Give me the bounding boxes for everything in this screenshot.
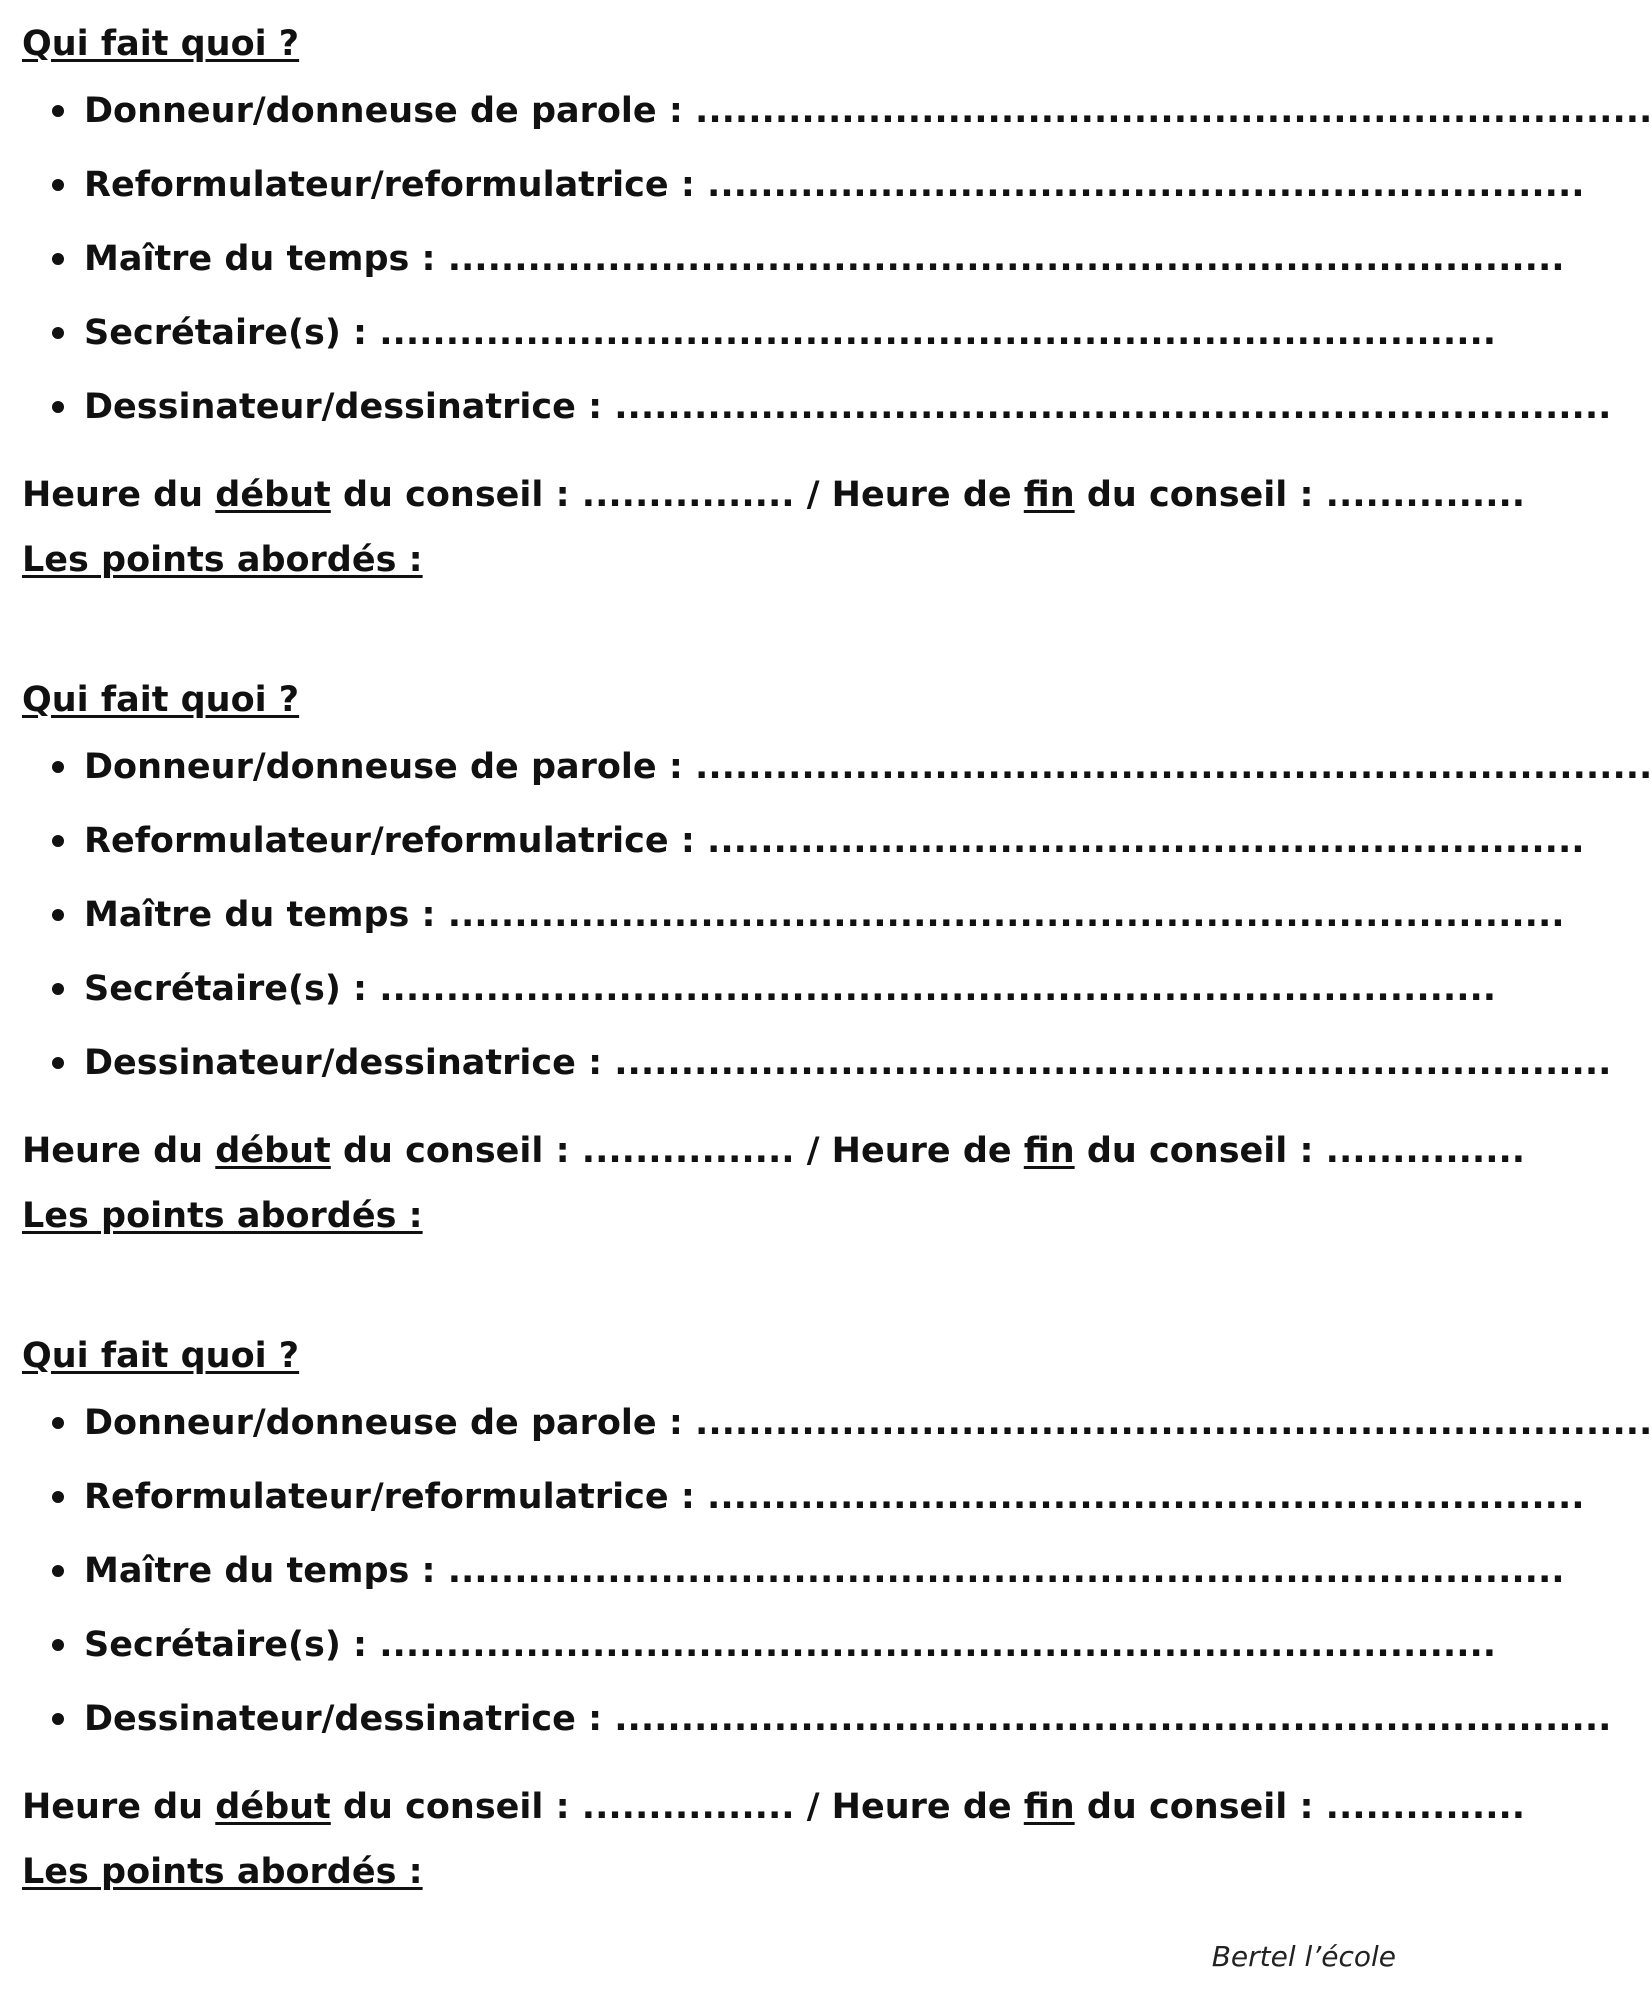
role-list	[22, 1386, 1652, 1756]
bullet-icon	[52, 327, 64, 339]
points-heading: Les points abordés :	[22, 1196, 423, 1236]
bullet-icon	[52, 1057, 64, 1069]
time-text: Heure du	[22, 475, 204, 515]
role-label: Secrétaire(s) :	[84, 1625, 368, 1665]
bullet-icon	[52, 401, 64, 413]
fill-in-line[interactable]: ....................................................................................	[447, 1551, 1565, 1591]
council-times-row	[22, 1100, 1526, 1184]
time-text: du conseil :	[342, 1131, 570, 1171]
role-item-timekeeper	[22, 222, 1565, 296]
start-word: début	[215, 1131, 331, 1171]
section-heading: Qui fait quoi ?	[22, 24, 300, 64]
bullet-icon	[52, 1491, 64, 1503]
fill-in-line[interactable]: ....................................................................................	[379, 313, 1497, 353]
role-list	[22, 730, 1652, 1100]
time-text: du conseil :	[1086, 1131, 1314, 1171]
role-label: Reformulateur/reformulatrice :	[84, 821, 695, 861]
section-heading: Qui fait quoi ?	[22, 1336, 300, 1376]
council-times-row	[22, 1756, 1526, 1840]
bullet-icon	[52, 105, 64, 117]
role-label: Reformulateur/reformulatrice :	[84, 165, 695, 205]
role-item-secretary	[22, 952, 1497, 1026]
bullet-icon	[52, 1417, 64, 1429]
council-times-row	[22, 444, 1526, 528]
role-item-secretary	[22, 296, 1497, 370]
end-word: fin	[1023, 1787, 1075, 1827]
start-word: début	[215, 475, 331, 515]
fill-in-line[interactable]: ...........................................................................	[614, 1699, 1612, 1739]
fill-in-line[interactable]: ..................................................................	[707, 821, 1585, 861]
points-heading: Les points abordés :	[22, 540, 423, 580]
time-text: du conseil :	[342, 475, 570, 515]
fill-in-line[interactable]: ..................................................................	[707, 1477, 1585, 1517]
fill-in-line[interactable]: ....................................................................................	[447, 239, 1565, 279]
bullet-icon	[52, 179, 64, 191]
role-label: Maître du temps :	[84, 895, 436, 935]
role-item-secretary	[22, 1608, 1497, 1682]
role-label: Dessinateur/dessinatrice :	[84, 1699, 603, 1739]
role-item-speaker	[22, 730, 1652, 804]
role-label: Dessinateur/dessinatrice :	[84, 387, 603, 427]
role-label: Dessinateur/dessinatrice :	[84, 1043, 603, 1083]
end-word: fin	[1023, 475, 1075, 515]
bullet-icon	[52, 1639, 64, 1651]
time-text: / Heure de	[806, 1131, 1012, 1171]
role-item-illustrator	[22, 370, 1612, 444]
role-label: Donneur/donneuse de parole :	[84, 1403, 683, 1443]
bullet-icon	[52, 909, 64, 921]
role-label: Donneur/donneuse de parole :	[84, 91, 683, 131]
time-text: du conseil :	[1086, 475, 1314, 515]
role-item-speaker	[22, 1386, 1652, 1460]
fill-in-line[interactable]: ....................................................................................	[379, 1625, 1497, 1665]
council-block-1	[22, 14, 1652, 598]
end-time-field[interactable]: ...............	[1325, 475, 1526, 515]
role-item-speaker	[22, 74, 1652, 148]
role-item-timekeeper	[22, 1534, 1565, 1608]
bullet-icon	[52, 983, 64, 995]
footer-credit: Bertel l’école	[1211, 1940, 1396, 1973]
fill-in-line[interactable]: ........................................................................	[695, 1403, 1652, 1443]
time-text: / Heure de	[806, 475, 1012, 515]
fill-in-line[interactable]: ..................................................................	[707, 165, 1585, 205]
role-label: Secrétaire(s) :	[84, 969, 368, 1009]
fill-in-line[interactable]: ....................................................................................	[379, 969, 1497, 1009]
role-item-reformulator	[22, 1460, 1585, 1534]
time-text: Heure du	[22, 1787, 204, 1827]
role-item-timekeeper	[22, 878, 1565, 952]
points-heading: Les points abordés :	[22, 1852, 423, 1892]
council-block-2	[22, 670, 1652, 1254]
role-label: Donneur/donneuse de parole :	[84, 747, 683, 787]
time-text: du conseil :	[1086, 1787, 1314, 1827]
start-time-field[interactable]: ................	[581, 1131, 795, 1171]
role-label: Reformulateur/reformulatrice :	[84, 1477, 695, 1517]
role-list	[22, 74, 1652, 444]
role-label: Secrétaire(s) :	[84, 313, 368, 353]
bullet-icon	[52, 835, 64, 847]
time-text: du conseil :	[342, 1787, 570, 1827]
start-time-field[interactable]: ................	[581, 475, 795, 515]
end-time-field[interactable]: ...............	[1325, 1131, 1526, 1171]
start-word: début	[215, 1787, 331, 1827]
bullet-icon	[52, 761, 64, 773]
role-label: Maître du temps :	[84, 1551, 436, 1591]
end-word: fin	[1023, 1131, 1075, 1171]
bullet-icon	[52, 1565, 64, 1577]
fill-in-line[interactable]: ...........................................................................	[614, 1043, 1612, 1083]
fill-in-line[interactable]: ....................................................................................	[447, 895, 1565, 935]
role-label: Maître du temps :	[84, 239, 436, 279]
time-text: Heure du	[22, 1131, 204, 1171]
fill-in-line[interactable]: ...........................................................................	[614, 387, 1612, 427]
start-time-field[interactable]: ................	[581, 1787, 795, 1827]
section-heading: Qui fait quoi ?	[22, 680, 300, 720]
end-time-field[interactable]: ...............	[1325, 1787, 1526, 1827]
time-text: / Heure de	[806, 1787, 1012, 1827]
fill-in-line[interactable]: ........................................................................	[695, 747, 1652, 787]
role-item-illustrator	[22, 1682, 1612, 1756]
fill-in-line[interactable]: ........................................................................	[695, 91, 1652, 131]
role-item-illustrator	[22, 1026, 1612, 1100]
bullet-icon	[52, 253, 64, 265]
council-block-3	[22, 1326, 1652, 1910]
role-item-reformulator	[22, 148, 1585, 222]
role-item-reformulator	[22, 804, 1585, 878]
bullet-icon	[52, 1713, 64, 1725]
